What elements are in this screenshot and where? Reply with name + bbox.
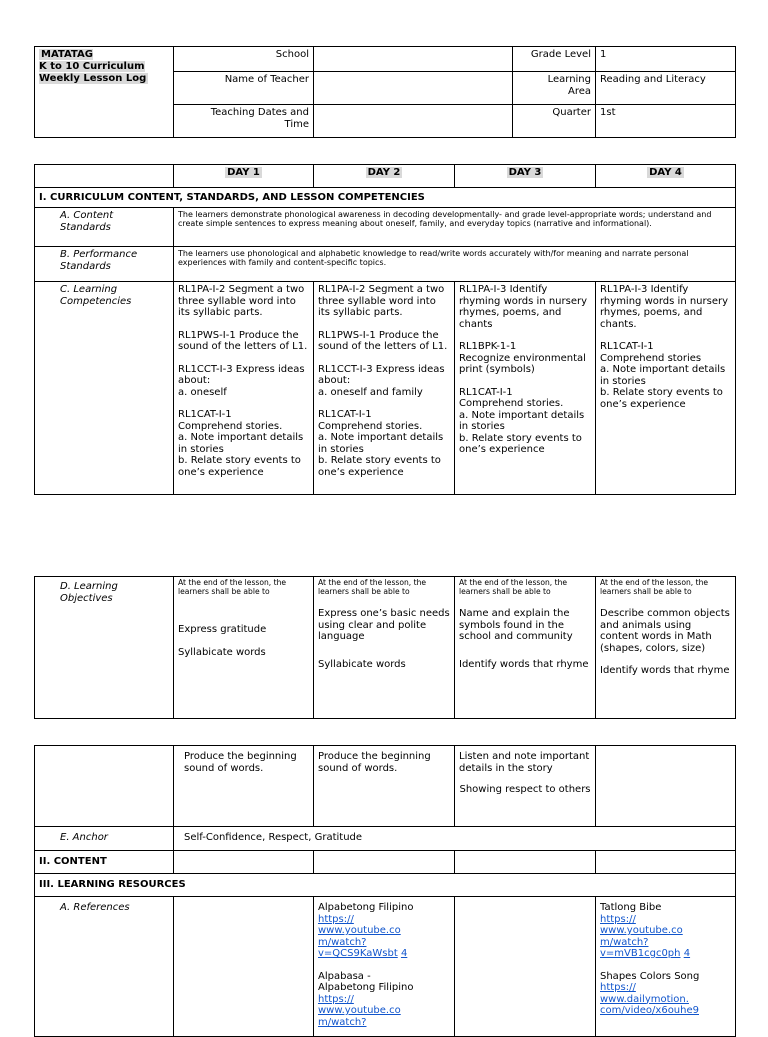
alpabasa-link[interactable]: https:// www.youtube.co m/watch? <box>318 993 401 1028</box>
content-day1 <box>174 851 314 874</box>
competencies-label: C. Learning Competencies <box>35 282 174 495</box>
competencies-day4: RL1PA-I-3 Identify rhyming words in nursery rhymes, poems, and chants. RL1CAT-I-1 Comprehend stories a. Note important details in stories b. Relate story events to one’s experience <box>596 282 736 495</box>
curriculum-table <box>34 164 736 495</box>
teacher-label: Name of Teacher <box>174 72 314 105</box>
continued-day3: Listen and note important details in the story Showing respect to others <box>455 746 596 827</box>
continued-day2: Produce the beginning sound of words. <box>314 746 455 827</box>
section-resources-heading: III. LEARNING RESOURCES <box>35 874 736 897</box>
content-day4 <box>596 851 736 874</box>
day-header-4: DAY 4 <box>596 165 736 188</box>
performance-standards-text: The learners use phonological and alphabetic knowledge to read/write words accurately with/for meaning and narrate personal experiences with family and content-specific topics. <box>174 247 736 282</box>
objectives-day3: At the end of the lesson, the learners shall be able to Name and explain the symbols found in the school and community Identify words that rhyme <box>455 577 596 719</box>
anchor-text: Self-Confidence, Respect, Gratitude <box>174 827 736 851</box>
references-day4: Tatlong Bibe https:// www.youtube.co m/watch? v=mVB1cgc0ph 4 Shapes Colors Song https:// www.dailymotion. com/video/x6ouhe9 <box>596 897 736 1037</box>
continuation-table <box>34 745 736 1037</box>
teacher-field[interactable] <box>314 72 513 105</box>
quarter-value: 1st <box>596 105 736 138</box>
day-header-1: DAY 1 <box>174 165 314 188</box>
objectives-day2: At the end of the lesson, the learners shall be able to Express one’s basic needs using clear and polite language Syllabicate words <box>314 577 455 719</box>
dates-label: Teaching Dates and Time <box>174 105 314 138</box>
shapes-colors-song-link[interactable]: https:// www.dailymotion. com/video/x6ouhe9 <box>600 982 699 1016</box>
objectives-block <box>34 576 736 719</box>
school-field[interactable] <box>314 47 513 72</box>
content-day2 <box>314 851 455 874</box>
content-day3 <box>455 851 596 874</box>
day-header-3: DAY 3 <box>455 165 596 188</box>
area-label: Learning Area <box>513 72 596 105</box>
objectives-day1: At the end of the lesson, the learners shall be able to Express gratitude Syllabicate words <box>174 577 314 719</box>
objectives-table <box>34 576 736 719</box>
curriculum-block <box>34 164 736 495</box>
references-day1 <box>174 897 314 1037</box>
day-header-blank <box>35 165 174 188</box>
objectives-label: D. Learning Objectives <box>35 577 174 719</box>
continued-label-blank <box>35 746 174 827</box>
school-label: School <box>174 47 314 72</box>
continuation-block <box>34 745 736 1037</box>
header-block <box>34 46 736 138</box>
objectives-day4: At the end of the lesson, the learners shall be able to Describe common objects and animals using content words in Math (shapes, colors, size) Identify words that rhyme <box>596 577 736 719</box>
alpabetong-filipino-link[interactable]: https:// www.youtube.co m/watch? v=QCS9KaWsbt <box>318 913 401 959</box>
alpabetong-filipino-ref-number[interactable]: 4 <box>400 948 408 959</box>
anchor-label: E. Anchor <box>35 827 174 851</box>
competencies-day3: RL1PA-I-3 Identify rhyming words in nursery rhymes, poems, and chants RL1BPK-1-1 Recognize environmental print (symbols) RL1CAT-I-1 Comprehend stories. a. Note important details in stories b. Relate story events to one’s experience <box>455 282 596 495</box>
content-standards-label: A. Content Standards <box>35 208 174 247</box>
section-curriculum-heading: I. CURRICULUM CONTENT, STANDARDS, AND LESSON COMPETENCIES <box>35 188 736 208</box>
competencies-day1: RL1PA-I-2 Segment a two three syllable word into its syllabic parts. RL1PWS-I-1 Produce the sound of the letters of L1. RL1CCT-I-3 Express ideas about: a. oneself RL1CAT-I-1 Comprehend stories. a. Note important details in stories b. Relate story events to one’s experience <box>174 282 314 495</box>
continued-day4 <box>596 746 736 827</box>
grade-label: Grade Level <box>513 47 596 72</box>
tatlong-bibe-ref-number[interactable]: 4 <box>683 948 691 959</box>
header-table <box>34 46 736 138</box>
performance-standards-label: B. Performance Standards <box>35 247 174 282</box>
competencies-day2: RL1PA-I-2 Segment a two three syllable word into its syllabic parts. RL1PWS-I-1 Produce the sound of the letters of L1. RL1CCT-I-3 Express ideas about: a. oneself and family RL1CAT-I-1 Comprehend stories. a. Note important details in stories b. Relate story events to one’s experience <box>314 282 455 495</box>
document-title: MATATAG K to 10 Curriculum Weekly Lesson Log <box>35 47 174 138</box>
references-day3 <box>455 897 596 1037</box>
continued-day1: Produce the beginning sound of words. <box>174 746 314 827</box>
section-content-heading: II. CONTENT <box>35 851 174 874</box>
dates-field[interactable] <box>314 105 513 138</box>
area-value: Reading and Literacy <box>596 72 736 105</box>
grade-value: 1 <box>596 47 736 72</box>
day-header-2: DAY 2 <box>314 165 455 188</box>
content-standards-text: The learners demonstrate phonological awareness in decoding developmentally- and grade level-appropriate words; understand and create simple sentences to express meaning about oneself, family, and everyday topics (narrative and informational). <box>174 208 736 247</box>
references-label: A. References <box>35 897 174 1037</box>
tatlong-bibe-link[interactable]: https:// www.youtube.co m/watch? v=mVB1cgc0ph <box>600 913 683 959</box>
references-day2: Alpabetong Filipino https:// www.youtube.co m/watch? v=QCS9KaWsbt 4 Alpabasa - Alpabetong Filipino https:// www.youtube.co m/watch? <box>314 897 455 1037</box>
quarter-label: Quarter <box>513 105 596 138</box>
